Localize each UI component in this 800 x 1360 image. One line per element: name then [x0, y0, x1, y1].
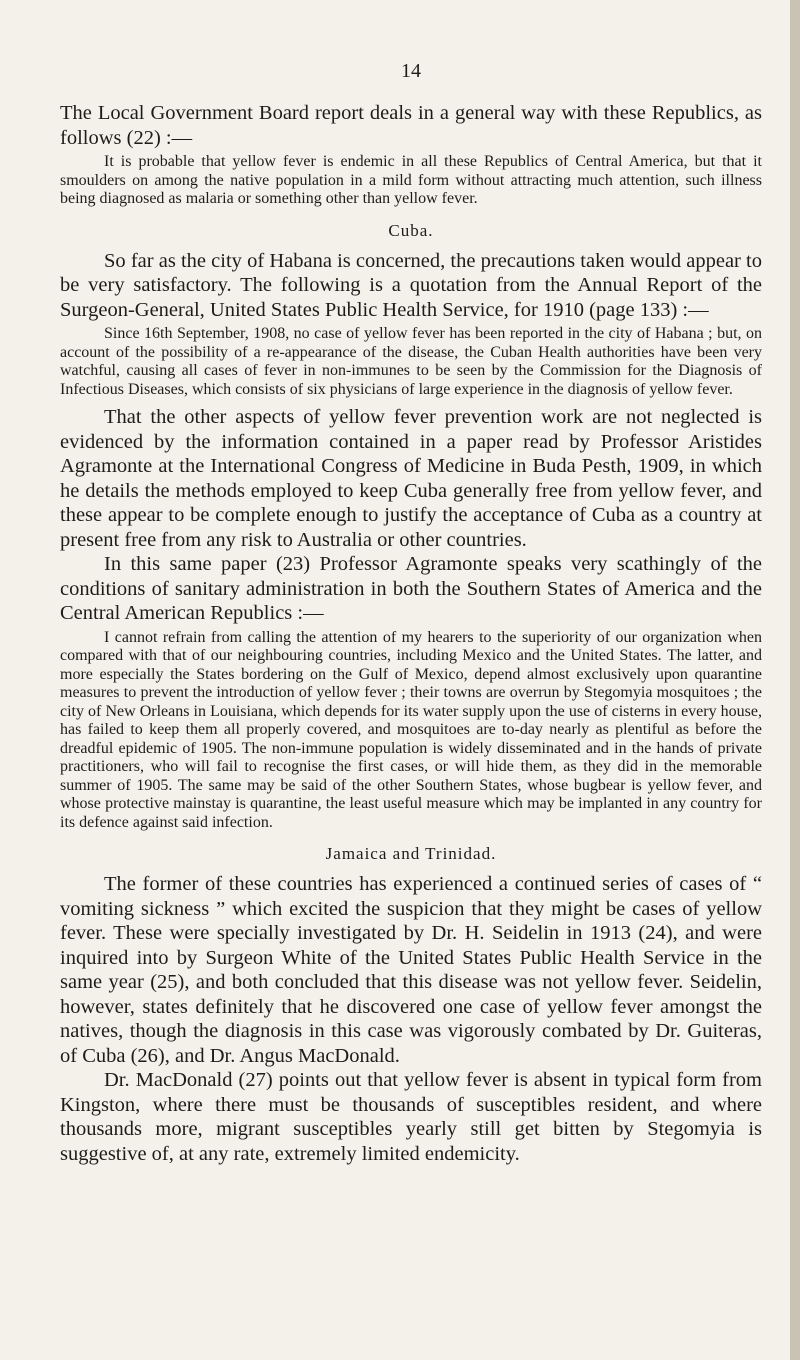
quotation-paragraph: I cannot refrain from calling the attention of my hearers to the superiority of our organization when compared with that of our neighbouring countries, including Mexico and the United States. The latter, and more especially the States bordering on the Gulf of Mexico, depend almost exclusively upon quarantine measures to prevent the introduction of yellow fever ; their towns are overrun by Stegomyia mosquitoes ; the city of New Orleans in Louisiana, which depends for its water supply upon the use of cisterns in every house, has failed to keep them all properly covered, and mosquitoes are to-day nearly as plentiful as before the dreadful epidemic of 1905. The non-immune population is widely disseminated and in the hands of private practitioners, who will fail to recognise the first cases, or will hide them, as they did in the memorable summer of 1905. The same may be said of the other Southern States, whose bugbear is yellow fever, and whose protective mainstay is quarantine, the least useful measure which may be implanted in any country for its defence against said infection. [60, 628, 762, 831]
quotation-paragraph: Since 16th September, 1908, no case of yellow fever has been reported in the city of Habana ; but, on account of the possibility of a re-appearance of the disease, the Cuban Health authorities have been very watchful, causing all cases of fever in non-immunes to be seen by the Commission for the Diagnosis of Infectious Diseases, which consists of six physicians of large experience in the diagnosis of yellow fever. [60, 325, 762, 398]
section-heading: Jamaica and Trinidad. [325, 844, 497, 863]
body-paragraph: So far as the city of Habana is concerned, the precautions taken would appear to be very satisfactory. The following is a quotation from the Annual Report of the Surgeon-General, United States Public Health Service, for 1910 (page 133) :— [60, 249, 762, 321]
body-paragraph: In this same paper (23) Professor Agramonte speaks very scathingly of the conditions of sanitary administration in both the Southern States of America and the Central American Republics :— [60, 553, 762, 624]
page-edge [790, 0, 800, 1360]
page-number: 14 [401, 60, 421, 82]
page-content [60, 101, 762, 1166]
quotation-paragraph: It is probable that yellow fever is endemic in all these Republics of Central America, but that it smoulders on among the native population in a mild form without attracting much attention, such illness being diagnosed as malaria or something other than yellow fever. [60, 153, 762, 207]
body-paragraph: That the other aspects of yellow fever prevention work are not neglected is evidenced by the information contained in a paper read by Professor Aristides Agramonte at the International Congress of Medicine in Buda Pesth, 1909, in which he details the methods employed to keep Cuba generally free from yellow fever, and these appear to be complete enough to justify the acceptance of Cuba as a country at present free from any risk to Australia or other countries. [60, 406, 762, 551]
body-paragraph: The Local Government Board report deals in a general way with these Republics, as follows (22) :— [60, 102, 762, 149]
section-heading: Cuba. [388, 220, 434, 240]
body-paragraph: The former of these countries has experienced a continued series of cases of “ vomiting sickness ” which excited the suspicion that they might be cases of yellow fever. These were specially investigated by Dr. H. Seidelin in 1913 (24), and were inquired into by Surgeon White of the United States Public Health Service in the same year (25), and both concluded that this disease was not yellow fever. Seidelin, however, states definitely that he discovered one case of yellow fever amongst the natives, though the diagnosis in this case was vigorously combated by Dr. Guiteras, of Cuba (26), and Dr. Angus MacDonald. [60, 873, 762, 1067]
body-paragraph: Dr. MacDonald (27) points out that yellow fever is absent in typical form from Kingston, where there must be thousands of susceptibles resident, and where thousands more, migrant susceptibles yearly still get bitten by Stegomyia is suggestive of, at any rate, extremely limited endemicity. [60, 1069, 762, 1165]
